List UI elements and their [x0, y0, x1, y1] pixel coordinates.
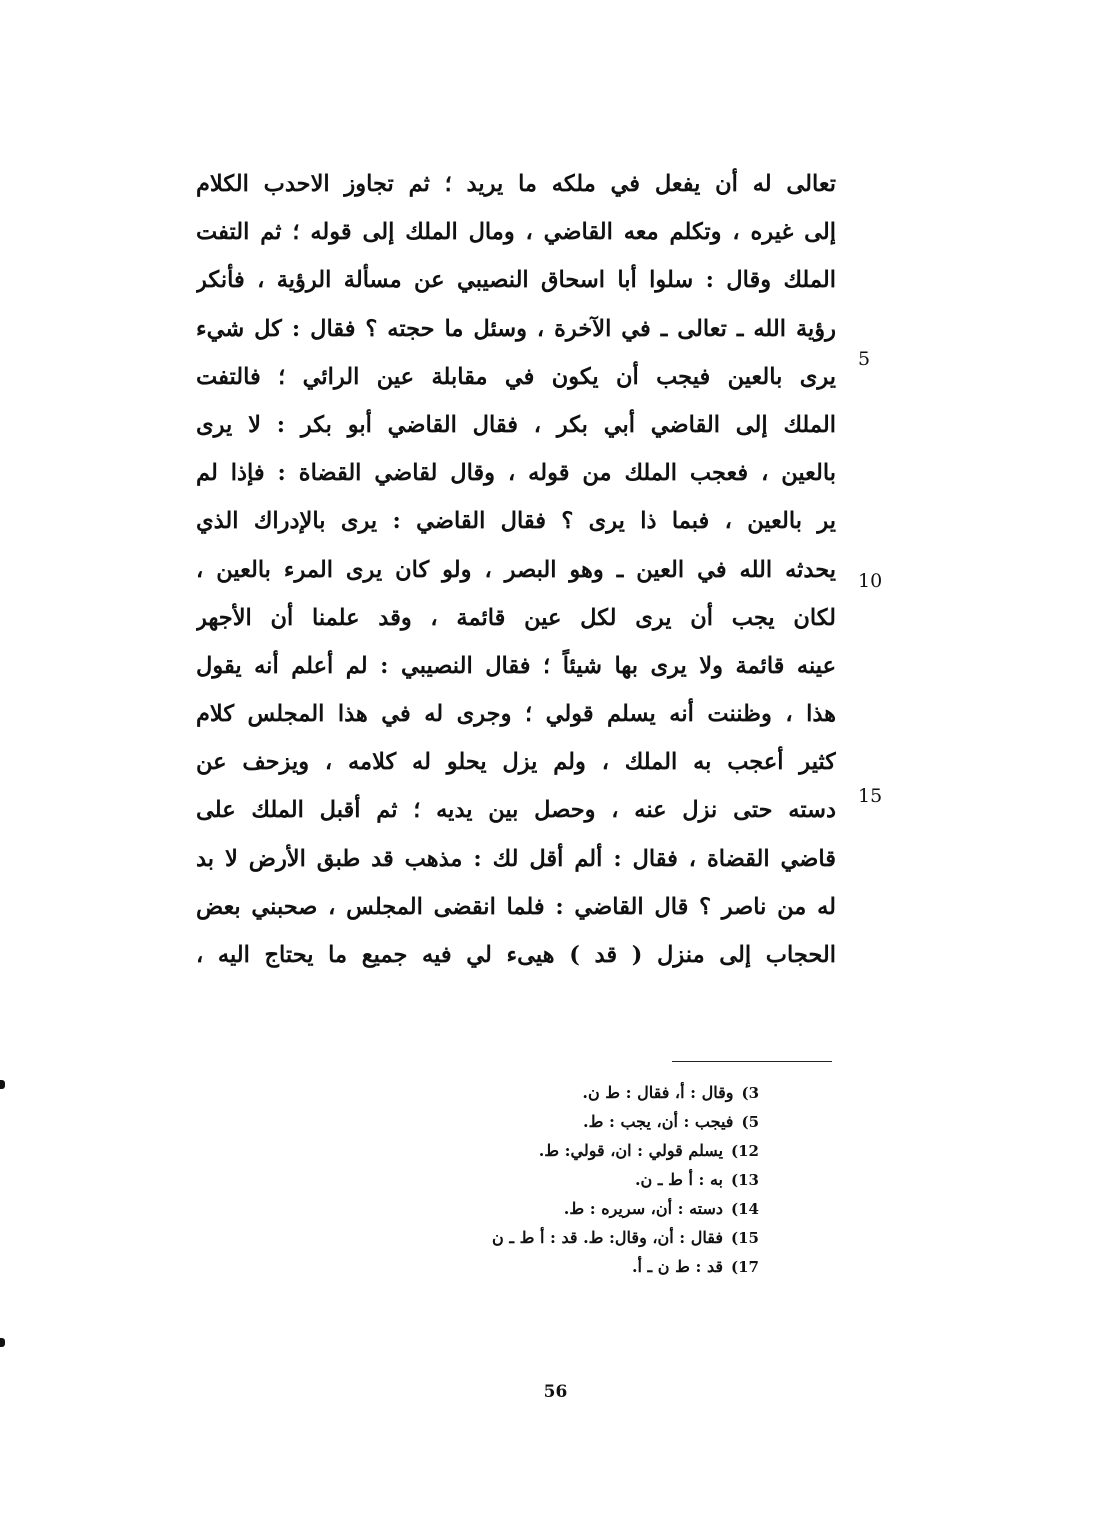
footnote-number: 17) [731, 1258, 759, 1276]
footnotes [339, 1078, 759, 1281]
text-line: قاضي القضاة ، فقال : ألم أقل لك : مذهب قد طبق الأرض لا بد [196, 845, 836, 872]
footnote [339, 1223, 759, 1252]
footnote-text: يسلم قولي : ان، قولي: ط. [538, 1141, 724, 1160]
text-line: لكان يجب أن يرى لكل عين قائمة ، وقد علمنا أن الأجهر [196, 604, 836, 631]
footnote [339, 1136, 759, 1165]
text-line: الحجاب إلى منزل ( قد ) هيىء لي فيه جميع ما يحتاج اليه ، [196, 942, 836, 968]
line-number-10: 10 [858, 570, 883, 592]
page-number: 56 [543, 1382, 568, 1402]
line-number-5: 5 [858, 348, 871, 370]
footnote [339, 1107, 759, 1136]
text-line: الملك إلى القاضي أبي بكر ، فقال القاضي أبو بكر : لا يرى [196, 411, 836, 438]
text-line: يرى بالعين فيجب أن يكون في مقابلة عين الرائي ؛ فالتفت [196, 363, 836, 390]
footnote [339, 1252, 759, 1281]
footnote-text: فيجب : أن، يجب : ط. [583, 1112, 734, 1131]
text-line: كثير أعجب به الملك ، ولم يزل يحلو له كلامه ، ويزحف عن [196, 749, 836, 776]
text-line: يحدثه الله في العين ـ وهو البصر ، ولو كان يرى المرء بالعين ، [196, 556, 836, 583]
footnote-text: فقال : أن، وقال: ط. قد : أ ط ـ ن [492, 1228, 724, 1247]
text-line: الملك وقال : سلوا أبا اسحاق النصيبي عن مسألة الرؤية ، فأنكر [196, 267, 836, 294]
text-line: رؤية الله ـ تعالى ـ في الآخرة ، وسئل ما حجته ؟ فقال : كل شيء [196, 315, 836, 342]
footnote-number: 13) [731, 1171, 759, 1189]
footnote-text: دسته : أن، سريره : ط. [563, 1199, 724, 1218]
main-text [196, 160, 836, 979]
footnote-number: 5) [741, 1113, 759, 1131]
scan-edge-mark [0, 1080, 5, 1089]
text-line: هذا ، وظننت أنه يسلم قولي ؛ وجرى له في هذا المجلس كلام [196, 701, 836, 728]
text-line: له من ناصر ؟ قال القاضي : فلما انقضى المجلس ، صحبني بعض [196, 893, 836, 920]
footnote-number: 15) [731, 1229, 759, 1247]
text-line: إلى غيره ، وتكلم معه القاضي ، ومال الملك إلى قوله ؛ ثم التفت [196, 219, 836, 246]
text-line: تعالى له أن يفعل في ملكه ما يريد ؛ ثم تجاوز الاحدب الكلام [196, 171, 836, 197]
line-number-15: 15 [858, 785, 883, 807]
footnote [339, 1078, 759, 1107]
text-line: بالعين ، فعجب الملك من قوله ، وقال لقاضي القضاة : فإذا لم [196, 460, 836, 487]
text-line: عينه قائمة ولا يرى بها شيئاً ؛ فقال النصيبي : لم أعلم أنه يقول [196, 652, 836, 679]
footnote [339, 1165, 759, 1194]
text-line: دسته حتى نزل عنه ، وحصل بين يديه ؛ ثم أقبل الملك على [196, 797, 836, 824]
footnote [339, 1194, 759, 1223]
footnote-number: 12) [731, 1142, 759, 1160]
footnote-text: وقال : أ، فقال : ط ن. [582, 1083, 734, 1102]
text-line: ير بالعين ، فبما ذا يرى ؟ فقال القاضي : يرى بالإدراك الذي [196, 508, 836, 535]
footnote-text: قد : ط ن ـ أ. [631, 1257, 724, 1276]
footnote-number: 14) [731, 1200, 759, 1218]
scan-edge-mark [0, 1338, 5, 1347]
footnote-number: 3) [741, 1084, 759, 1102]
footnote-text: به : أ ط ـ ن. [634, 1170, 724, 1189]
footnote-divider [672, 1061, 832, 1062]
